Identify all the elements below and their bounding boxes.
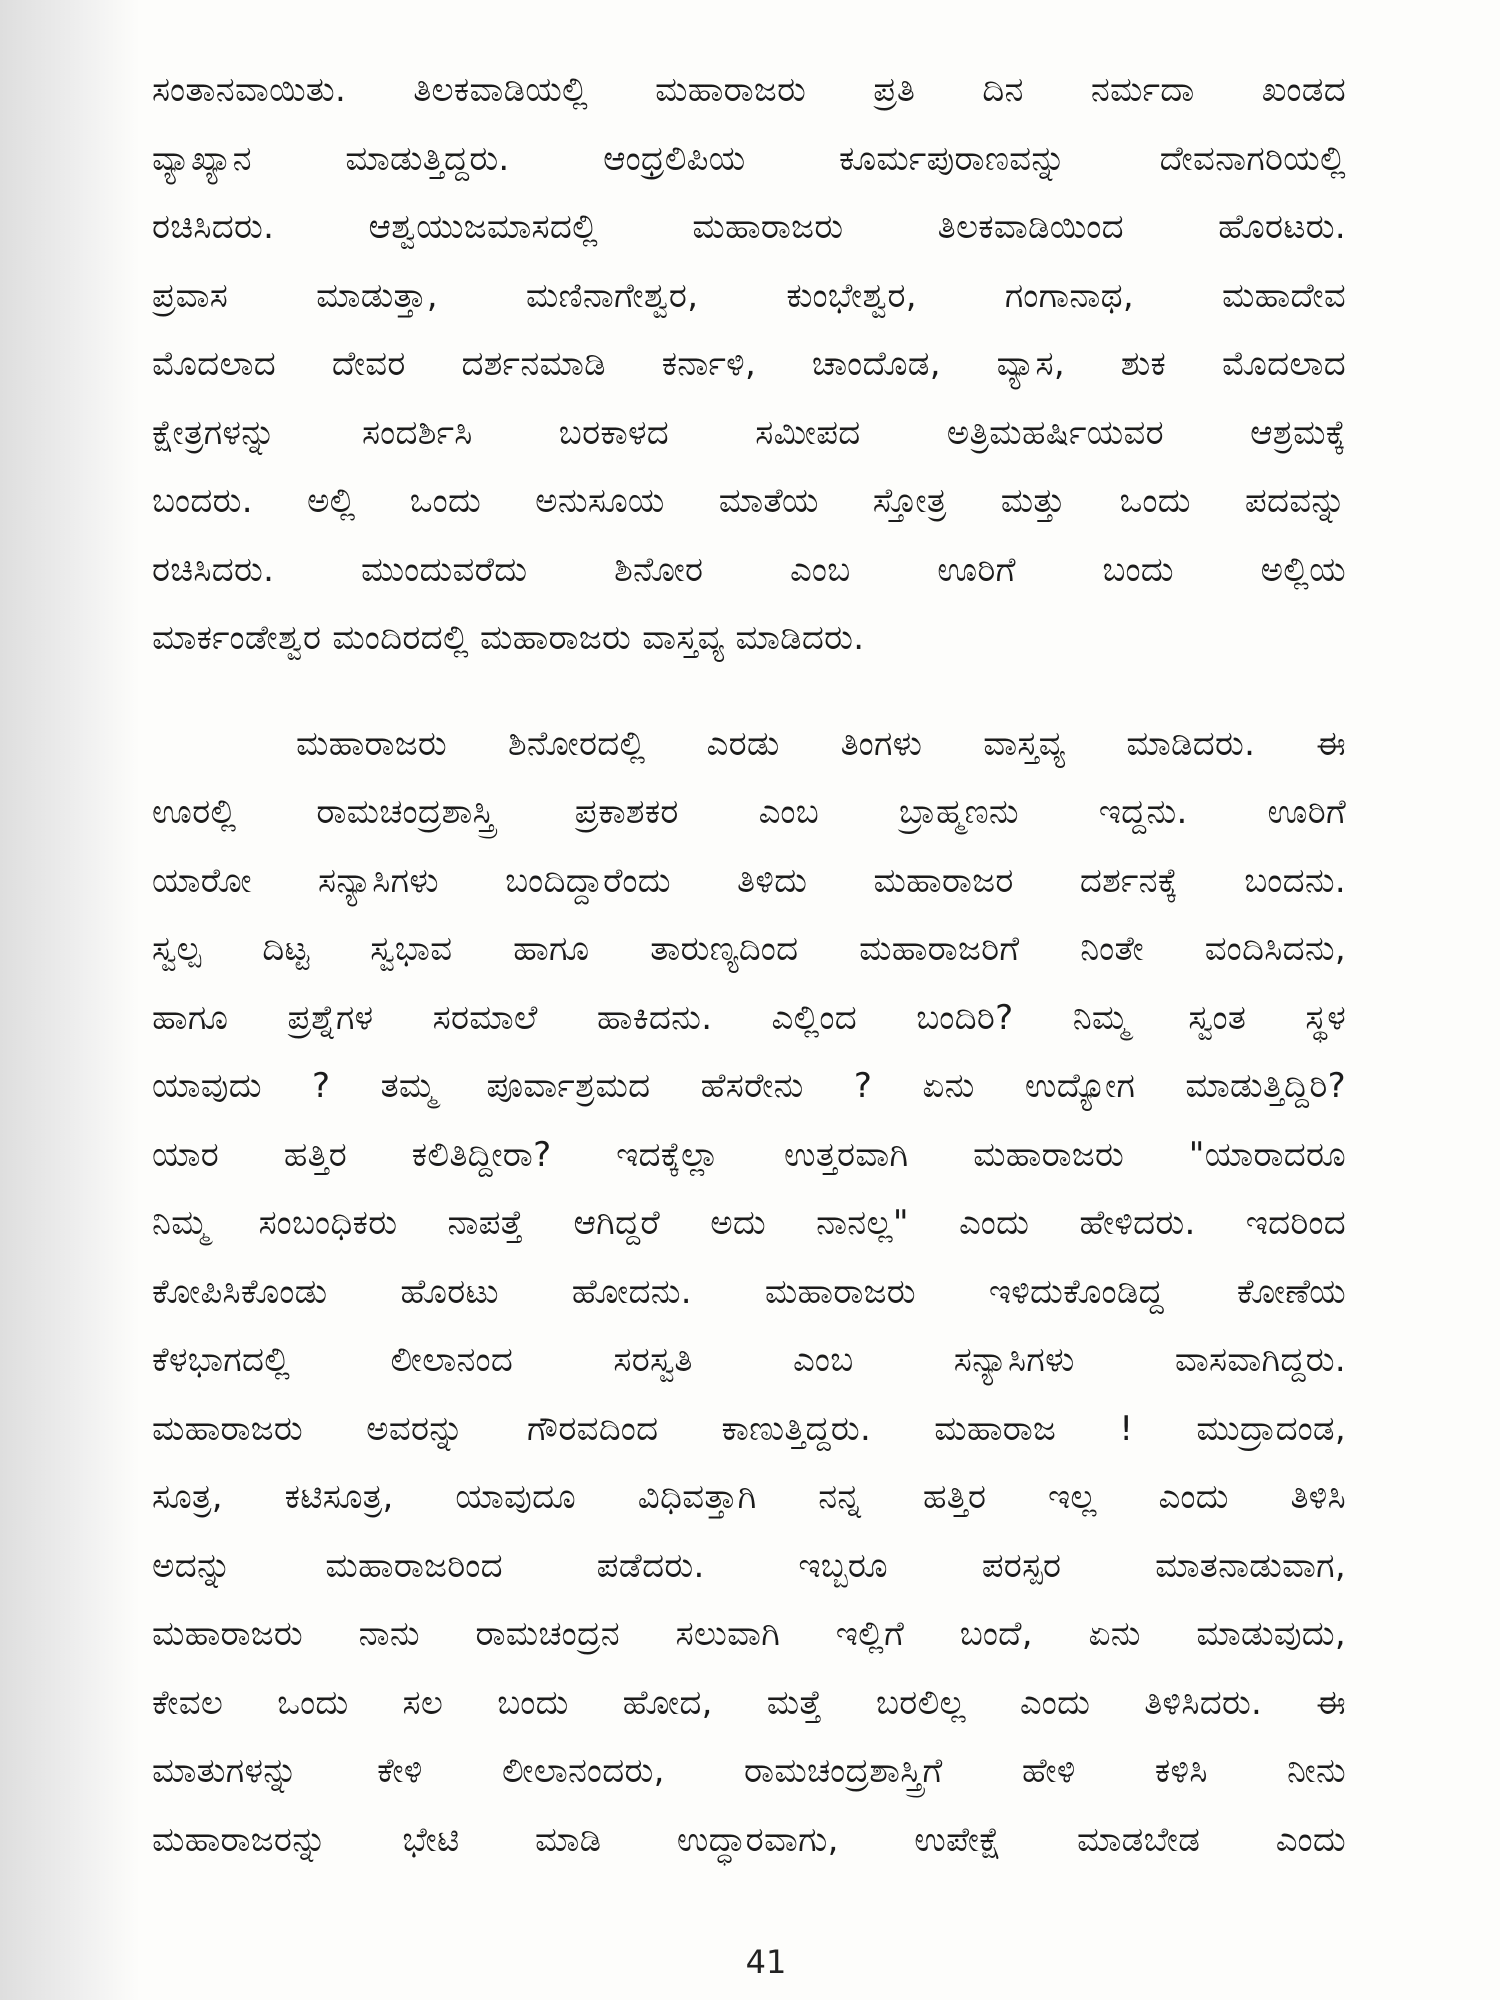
text-line: ನಿಮ್ಮ ಸಂಬಂಧಿಕರು ನಾಪತ್ತೆ ಆಗಿದ್ದರೆ ಅದು ನಾನಲ್ಲ" ಎಂದು ಹೇಳಿದರು. ಇದರಿಂದ bbox=[152, 1203, 1346, 1243]
text-line: ಸ್ವಲ್ಪ ದಿಟ್ಟ ಸ್ವಭಾವ ಹಾಗೂ ತಾರುಣ್ಯದಿಂದ ಮಹಾರಾಜರಿಗೆ ನಿಂತೇ ವಂದಿಸಿದನು, bbox=[152, 929, 1346, 969]
text-line: ಕೇವಲ ಒಂದು ಸಲ ಬಂದು ಹೋದ, ಮತ್ತೆ ಬರಲಿಲ್ಲ ಎಂದು ತಿಳಿಸಿದರು. ಈ bbox=[152, 1682, 1346, 1723]
text-line: ಸಂತಾನವಾಯಿತು. ತಿಲಕವಾಡಿಯಲ್ಲಿ ಮಹಾರಾಜರು ಪ್ರತಿ ದಿನ ನರ್ಮದಾ ಖಂಡದ bbox=[152, 70, 1346, 110]
text-line: ಮೊದಲಾದ ದೇವರ ದರ್ಶನಮಾಡಿ ಕರ್ನಾಳಿ, ಚಾಂದೊಡ, ವ್ಯಾಸ, ಶುಕ ಮೊದಲಾದ bbox=[152, 344, 1346, 384]
text-line: ಯಾರೋ ಸನ್ಯಾಸಿಗಳು ಬಂದಿದ್ದಾರೆಂದು ತಿಳಿದು ಮಹಾರಾಜರ ದರ್ಶನಕ್ಕೆ ಬಂದನು. bbox=[152, 860, 1346, 901]
text-line: ಪ್ರವಾಸ ಮಾಡುತ್ತಾ, ಮಣಿನಾಗೇಶ್ವರ, ಕುಂಭೇಶ್ವರ, ಗಂಗಾನಾಥ, ಮಹಾದೇವ bbox=[152, 275, 1346, 316]
paragraph bbox=[152, 710, 1346, 1875]
text-line: ಕೆಳಭಾಗದಲ್ಲಿ ಲೀಲಾನಂದ ಸರಸ್ವತಿ ಎಂಬ ಸನ್ಯಾಸಿಗಳು ವಾಸವಾಗಿದ್ದರು. bbox=[152, 1340, 1346, 1380]
text-line: ರಚಿಸಿದರು. ಆಶ್ವಯುಜಮಾಸದಲ್ಲಿ ಮಹಾರಾಜರು ತಿಲಕವಾಡಿಯಿಂದ ಹೊರಟರು. bbox=[152, 207, 1346, 247]
page-number: 41 bbox=[745, 1943, 787, 1981]
text-line: ಮಹಾರಾಜರು ಅವರನ್ನು ಗೌರವದಿಂದ ಕಾಣುತ್ತಿದ್ದರು. ಮಹಾರಾಜ ! ಮುದ್ರಾದಂಡ, bbox=[152, 1408, 1346, 1449]
text-line: ಅದನ್ನು ಮಹಾರಾಜರಿಂದ ಪಡೆದರು. ಇಬ್ಬರೂ ಪರಸ್ಪರ ಮಾತನಾಡುವಾಗ, bbox=[152, 1545, 1346, 1586]
text-line: ಮಹಾರಾಜರು ಶಿನೋರದಲ್ಲಿ ಎರಡು ತಿಂಗಳು ವಾಸ್ತವ್ಯ ಮಾಡಿದರು. ಈ bbox=[296, 723, 1346, 764]
text-line: ಮಹಾರಾಜರನ್ನು ಭೇಟಿ ಮಾಡಿ ಉದ್ಧಾರವಾಗು, ಉಪೇಕ್ಷೆ ಮಾಡಬೇಡ ಎಂದು bbox=[152, 1819, 1346, 1860]
text-line: ಊರಲ್ಲಿ ರಾಮಚಂದ್ರಶಾಸ್ತ್ರಿ ಪ್ರಕಾಶಕರ ಎಂಬ ಬ್ರಾಹ್ಮಣನು ಇದ್ದನು. ಊರಿಗೆ bbox=[152, 792, 1346, 832]
text-line: ಬಂದರು. ಅಲ್ಲಿ ಒಂದು ಅನುಸೂಯ ಮಾತೆಯ ಸ್ತೋತ್ರ ಮತ್ತು ಒಂದು ಪದವನ್ನು bbox=[152, 481, 1346, 521]
text-line: ಮಾತುಗಳನ್ನು ಕೇಳಿ ಲೀಲಾನಂದರು, ರಾಮಚಂದ್ರಶಾಸ್ತ್ರಿಗೆ ಹೇಳಿ ಕಳಿಸಿ ನೀನು bbox=[152, 1751, 1346, 1791]
text-line: ಕ್ಷೇತ್ರಗಳನ್ನು ಸಂದರ್ಶಿಸಿ ಬರಕಾಳದ ಸಮೀಪದ ಅತ್ರಿಮಹರ್ಷಿಯವರ ಆಶ್ರಮಕ್ಕೆ bbox=[152, 412, 1346, 453]
text-line: ಮಹಾರಾಜರು ನಾನು ರಾಮಚಂದ್ರನ ಸಲುವಾಗಿ ಇಲ್ಲಿಗೆ ಬಂದೆ, ಏನು ಮಾಡುವುದು, bbox=[152, 1614, 1346, 1654]
text-line: ವ್ಯಾಖ್ಯಾನ ಮಾಡುತ್ತಿದ್ದರು. ಆಂಧ್ರಲಿಪಿಯ ಕೂರ್ಮಪುರಾಣವನ್ನು ದೇವನಾಗರಿಯಲ್ಲಿ bbox=[152, 138, 1346, 179]
text-line: ಕೋಪಿಸಿಕೊಂಡು ಹೊರಟು ಹೋದನು. ಮಹಾರಾಜರು ಇಳಿದುಕೊಂಡಿದ್ದ ಕೋಣೆಯ bbox=[152, 1271, 1346, 1312]
paragraph bbox=[152, 56, 1346, 673]
text-line: ಯಾರ ಹತ್ತಿರ ಕಲಿತಿದ್ದೀರಾ? ಇದಕ್ಕೆಲ್ಲಾ ಉತ್ತರವಾಗಿ ಮಹಾರಾಜರು "ಯಾರಾದರೂ bbox=[152, 1134, 1346, 1175]
page-edge-shadow bbox=[0, 0, 140, 2000]
text-line: ಹಾಗೂ ಪ್ರಶ್ನೆಗಳ ಸರಮಾಲೆ ಹಾಕಿದನು. ಎಲ್ಲಿಂದ ಬಂದಿರಿ? ನಿಮ್ಮ ಸ್ವಂತ ಸ್ಥಳ bbox=[152, 997, 1346, 1038]
text-line: ಮಾರ್ಕಂಡೇಶ್ವರ ಮಂದಿರದಲ್ಲಿ ಮಹಾರಾಜರು ವಾಸ್ತವ್ಯ ಮಾಡಿದರು. bbox=[152, 618, 865, 658]
text-line: ಯಾವುದು ? ತಮ್ಮ ಪೂರ್ವಾಶ್ರಮದ ಹೆಸರೇನು ? ಏನು ಉದ್ಯೋಗ ಮಾಡುತ್ತಿದ್ದಿರಿ? bbox=[152, 1066, 1346, 1106]
body-text bbox=[152, 56, 1346, 1874]
text-line: ರಚಿಸಿದರು. ಮುಂದುವರೆದು ಶಿನೋರ ಎಂಬ ಊರಿಗೆ ಬಂದು ಅಲ್ಲಿಯ bbox=[152, 549, 1346, 590]
text-line: ಸೂತ್ರ, ಕಟಿಸೂತ್ರ, ಯಾವುದೂ ವಿಧಿವತ್ತಾಗಿ ನನ್ನ ಹತ್ತಿರ ಇಲ್ಲ ಎಂದು ತಿಳಿಸಿ bbox=[152, 1477, 1346, 1517]
